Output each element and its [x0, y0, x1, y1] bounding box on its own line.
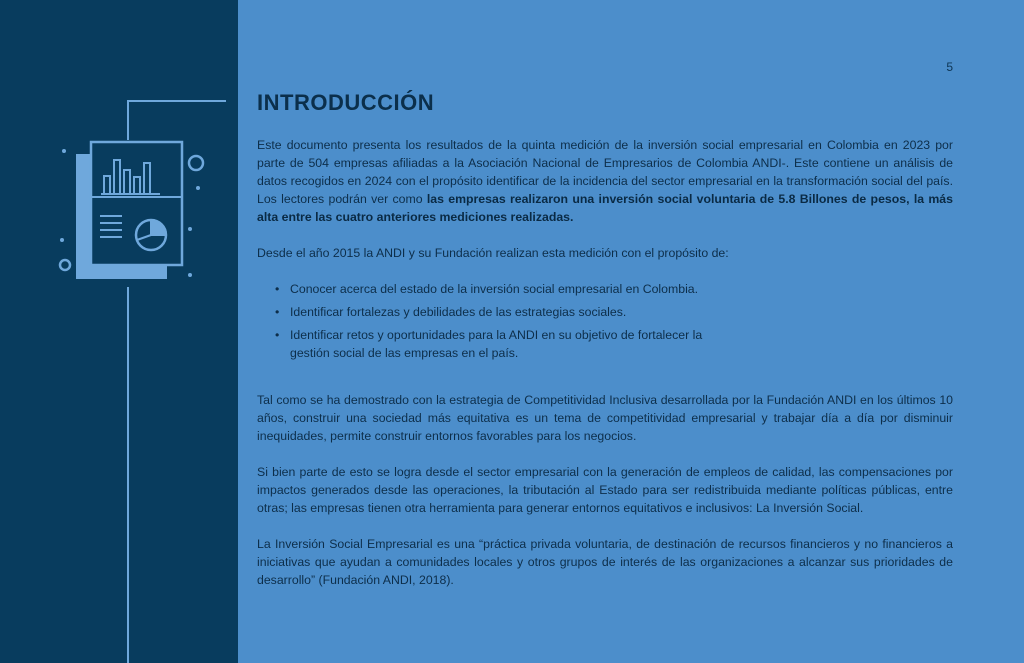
body-text: [257, 136, 953, 607]
purpose-list: [257, 280, 953, 362]
list-item: • Identificar retos y oportunidades para la ANDI en su objetivo de fortalecer la gestión social de las empresas en el país.: [275, 328, 703, 360]
purpose-paragraph: Desde el año 2015 la ANDI y su Fundación realizan esta medición con el propósito de:: [257, 246, 729, 260]
sidebar-panel: [0, 0, 238, 663]
page-number: 5: [946, 60, 953, 74]
definition-paragraph: La Inversión Social Empresarial es una “práctica privada voluntaria, de destinación de recursos financieros y no financieros a iniciativas que ayudan a comunidades locales y otros grupos de interés de las organizaciones a alcanzar sus prioridades de desarrollo” (Fundación ANDI, 2018).: [257, 537, 953, 587]
list-item: • Identificar fortalezas y debilidades de las estrategias sociales.: [275, 305, 627, 319]
competitiveness-paragraph: Tal como se ha demostrado con la estrategia de Competitividad Inclusiva desarrollada por la Fundación ANDI en los últimos 10 años, construir una sociedad más equitativa es un tema de competitividad empresarial y trabajar día a día por disminuir inequidades, permite construir entornos favorables para los negocios.: [257, 393, 953, 443]
intro-text: Este documento presenta los resultados de la quinta medición de la inversión social empresarial en Colombia en 2023 por parte de 504 empresas afiliadas a la Asociación Nacional de Empresarios de Colombia ANDI-. Este contiene un análisis de datos recogidos en 2024 con el propósito identificar de la incidencia del sector empresarial en la transformación social del país. Los lectores podrán ver como: [257, 138, 953, 206]
list-item: • Conocer acerca del estado de la inversión social empresarial en Colombia.: [275, 282, 699, 296]
bullet-icon: •: [275, 328, 280, 342]
report-document-icon: [0, 0, 238, 663]
bullet-icon: •: [275, 305, 280, 319]
intro-highlight: las empresas realizaron una inversión social voluntaria de 5.8 Billones de pesos, la más alta entre las cuatro anteriores mediciones realizadas.: [257, 192, 953, 224]
intro-paragraph: [257, 136, 953, 226]
page-title: INTRODUCCIÓN: [257, 90, 435, 115]
main-content: [238, 0, 1024, 663]
sector-paragraph: Si bien parte de esto se logra desde el sector empresarial con la generación de empleos de calidad, las compensaciones por impactos generados desde las operaciones, la tributación al Estado para ser redistribuida mediante políticas públicas, entre otras; las empresas tienen otra herramienta para generar entornos equitativos e inclusivos: La Inversión Social.: [257, 465, 953, 515]
bullet-icon: •: [275, 282, 280, 296]
